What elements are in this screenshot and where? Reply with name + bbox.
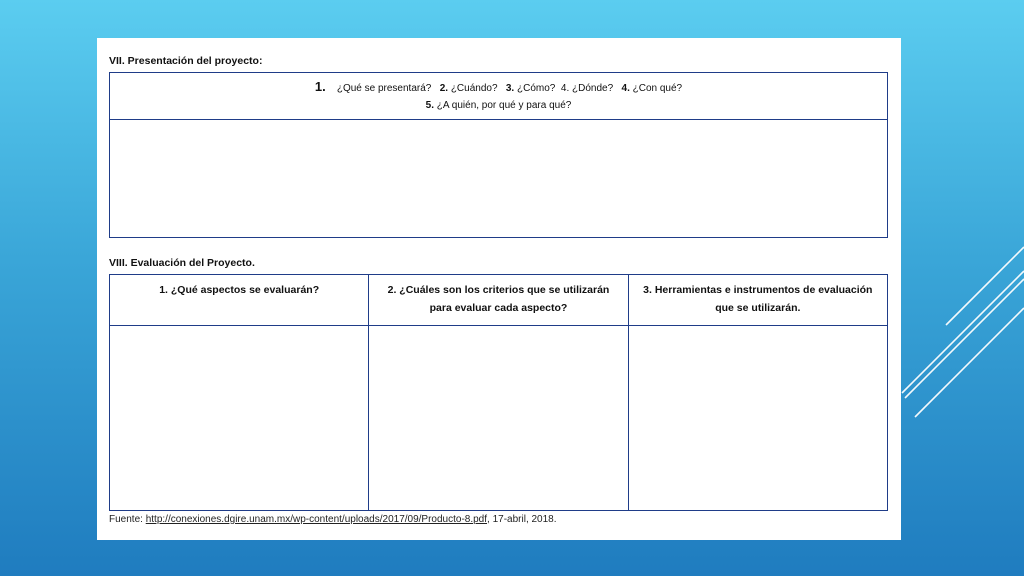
q1-text: ¿Qué se presentará? — [336, 83, 432, 94]
q2-number: 2. — [439, 83, 449, 94]
evaluation-cell-3[interactable] — [629, 326, 887, 510]
q5-number: 5. — [425, 100, 434, 111]
section-7-title: VII. Presentación del proyecto: — [109, 55, 263, 67]
q1-number: 1. — [314, 79, 326, 94]
source-date: , 17-abril, 2018. — [487, 514, 557, 525]
q4-text: 4. ¿Dónde? — [560, 83, 614, 94]
document-page — [97, 38, 901, 540]
evaluation-table — [109, 274, 888, 511]
q3-text: ¿Cómo? — [516, 83, 556, 94]
q4b-number: 4. — [621, 83, 630, 94]
q5-text: ¿A quién, por qué y para qué? — [436, 100, 572, 111]
evaluation-column-3 — [629, 275, 887, 510]
evaluation-cell-1[interactable] — [110, 326, 368, 510]
q2-text: ¿Cuándo? — [450, 83, 498, 94]
q4b-text: ¿Con qué? — [632, 83, 683, 94]
evaluation-cell-2[interactable] — [369, 326, 627, 510]
evaluation-header-3: 3. Herramientas e instrumentos de evaluación que se utilizarán. — [629, 275, 887, 326]
evaluation-header-1: 1. ¿Qué aspectos se evaluarán? — [110, 275, 368, 326]
presentation-table — [109, 72, 888, 238]
evaluation-column-1 — [110, 275, 369, 510]
source-label: Fuente: — [109, 514, 143, 525]
evaluation-column-2 — [369, 275, 628, 510]
q3-number: 3. — [505, 83, 515, 94]
source-link[interactable]: http://conexiones.dgire.unam.mx/wp-content/uploads/2017/09/Producto-8.pdf — [145, 514, 488, 525]
presentation-questions-row — [110, 73, 887, 120]
evaluation-header-2: 2. ¿Cuáles son los criterios que se utilizarán para evaluar cada aspecto? — [369, 275, 627, 326]
section-8-title: VIII. Evaluación del Proyecto. — [109, 257, 255, 269]
source-citation — [109, 514, 557, 525]
